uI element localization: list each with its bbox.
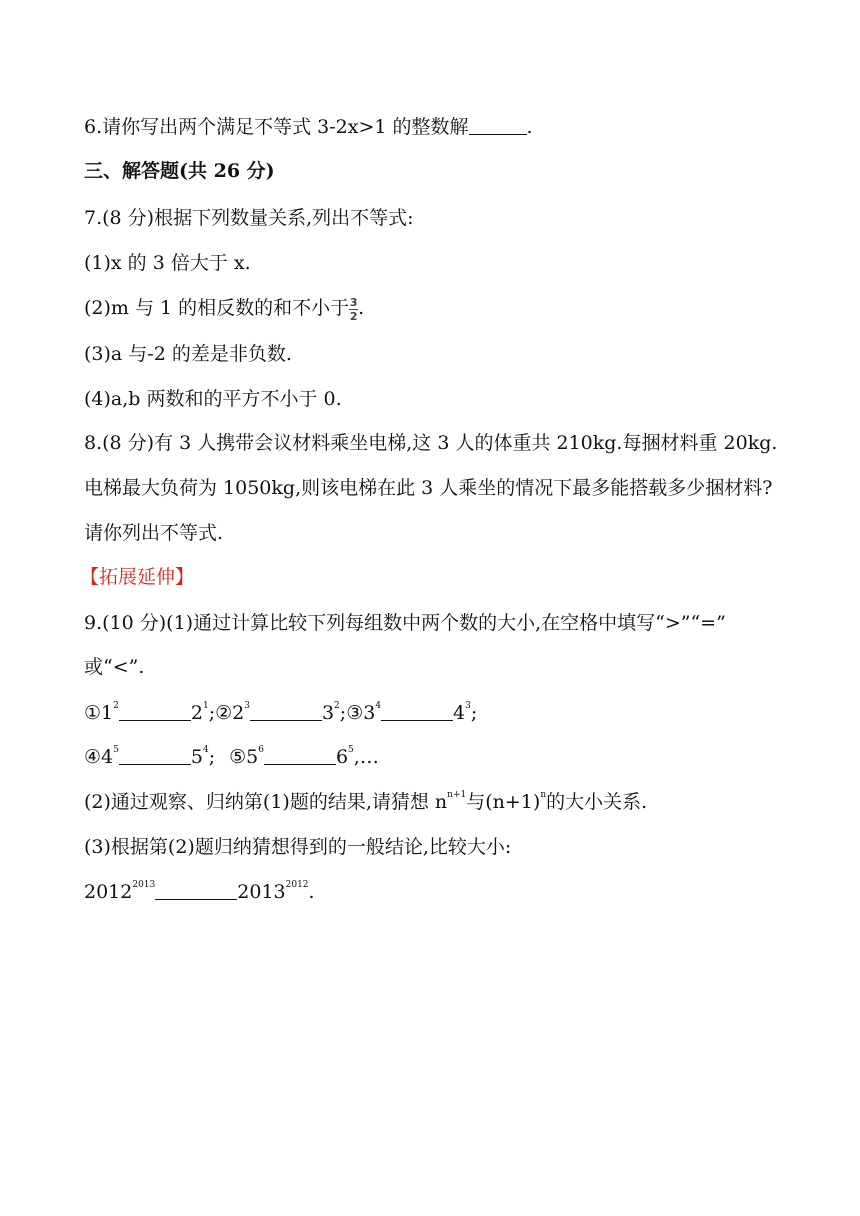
fraction-denominator: 2: [349, 309, 358, 323]
question-7-part-1: (1)x 的 3 倍大于 x.: [84, 252, 251, 274]
exponent: 2013: [132, 880, 156, 890]
term-label: ⑤5: [229, 746, 259, 768]
question-7-part-2-text: (2)m 与 1 的相反数的和不小于: [84, 297, 350, 319]
exponent: 5: [113, 745, 119, 755]
question-9-line-2: 或“<”.: [84, 656, 145, 678]
term: 4: [453, 702, 466, 724]
ellipsis: ,…: [353, 746, 379, 768]
exponent: 3: [244, 701, 250, 711]
exponent: 4: [202, 745, 209, 755]
term: 6: [335, 746, 349, 768]
question-6: [84, 114, 533, 140]
answer-blank[interactable]: [469, 114, 527, 135]
exponent: 2: [334, 701, 340, 711]
fraction-numerator: 3: [349, 295, 358, 309]
term: 2: [190, 702, 203, 724]
answer-blank[interactable]: [119, 700, 191, 721]
section-title: 三、解答题(共 26 分): [84, 160, 275, 182]
term-label: ①1: [84, 702, 114, 724]
exponent: 5: [348, 745, 354, 755]
separator: ;: [208, 702, 216, 724]
exponent: n: [540, 790, 547, 800]
exponent: 3: [465, 701, 471, 711]
term: 5: [190, 746, 203, 768]
question-9-line-1: 9.(10 分)(1)通过计算比较下列每组数中两个数的大小,在空格中填写“>”“=”: [84, 612, 726, 634]
part-2-text: 与(n+1): [466, 791, 541, 813]
term-label: ④4: [84, 746, 114, 768]
fraction: [349, 297, 358, 322]
exponent: 1: [202, 701, 209, 711]
question-9-part-3: (3)根据第(2)题归纳猜想得到的一般结论,比较大小:: [84, 836, 512, 858]
base: 2012: [84, 881, 133, 903]
term: 3: [321, 702, 335, 724]
question-8-line-3: 请你列出不等式.: [84, 522, 224, 544]
answer-blank[interactable]: [155, 879, 237, 900]
part-2-text: 的大小关系.: [546, 791, 648, 813]
answer-blank[interactable]: [250, 700, 322, 721]
exponent: 6: [258, 745, 264, 755]
separator: ;: [470, 702, 478, 724]
base: 2013: [237, 881, 286, 903]
term-label: ②2: [215, 702, 245, 724]
answer-blank[interactable]: [119, 744, 191, 765]
period: .: [358, 297, 365, 319]
question-7-part-2: [84, 295, 364, 322]
question-7-part-4: (4)a,b 两数和的平方不小于 0.: [84, 388, 342, 410]
answer-blank[interactable]: [264, 744, 336, 765]
part-2-text: (2)通过观察、归纳第(1)题的结果,请猜想 n: [84, 791, 448, 813]
question-7-part-3: (3)a 与-2 的差是非负数.: [84, 343, 292, 365]
extension-heading: 【拓展延伸】: [80, 566, 195, 588]
period: .: [308, 881, 315, 903]
exponent: 2: [113, 701, 119, 711]
question-8-line-2: 电梯最大负荷为 1050kg,则该电梯在此 3 人乘坐的情况下最多能搭载多少捆材料?: [84, 477, 773, 499]
question-7-stem: 7.(8 分)根据下列数量关系,列出不等式:: [84, 207, 414, 229]
question-9-part-2: [84, 789, 647, 815]
period: .: [526, 116, 533, 138]
exponent: n+1: [447, 790, 467, 800]
exponent: 4: [375, 701, 382, 711]
separator: ;: [339, 702, 347, 724]
question-6-text: 6.请你写出两个满足不等式 3-2x>1 的整数解: [84, 116, 469, 138]
comparison-row-1: [84, 700, 477, 726]
term-label: ③3: [346, 702, 376, 724]
final-comparison: [84, 879, 315, 905]
separator: ;: [208, 746, 216, 768]
exponent: 2012: [285, 880, 309, 890]
answer-blank[interactable]: [381, 700, 453, 721]
comparison-row-2: [84, 744, 379, 770]
question-8-line-1: 8.(8 分)有 3 人携带会议材料乘坐电梯,这 3 人的体重共 210kg.每捆材料重 20kg.: [84, 432, 778, 454]
